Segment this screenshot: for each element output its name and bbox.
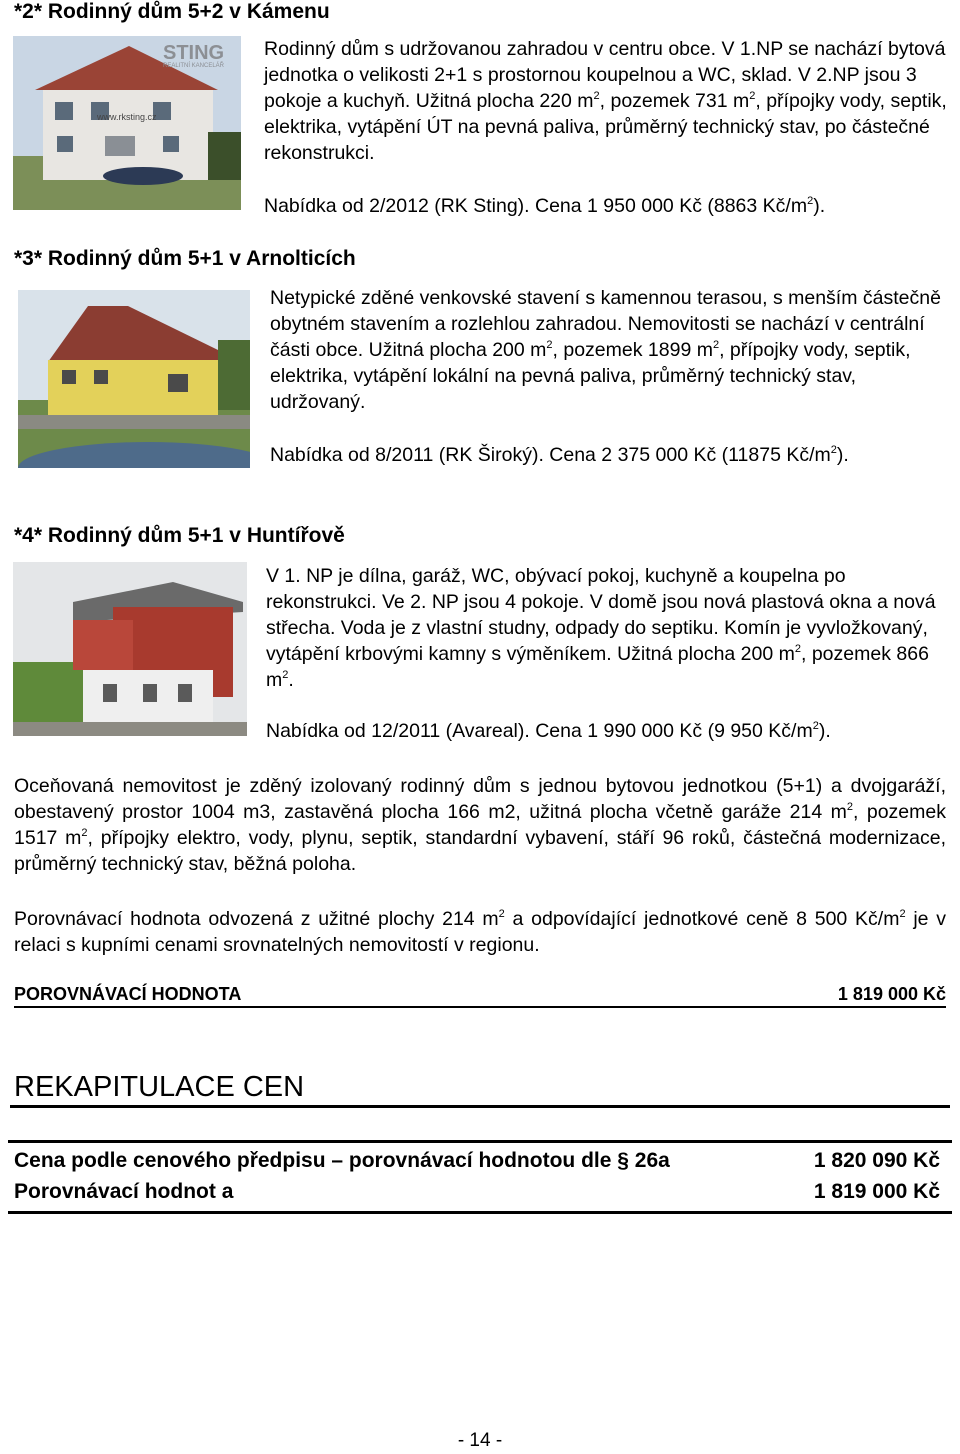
photo-caption: www.rksting.cz [97, 112, 157, 122]
recap-row-value: 1 819 000 Kč [813, 1180, 940, 1203]
superscript: 2 [593, 90, 600, 102]
watermark-logo [163, 42, 241, 69]
listing-3-offer [270, 442, 849, 468]
listing-2-heading: *2* Rodinný dům 5+2 v Kámenu [14, 0, 330, 23]
desc-part: Rodinný dům s udržovanou zahradou v centru obce. V 1.NP se nachází bytová jednotka o velikosti 2+1 s prostornou koupelnou a WC, sklad. V 2.NP jsou 3 pokoje a kuchyň. Užitná plocha 220 m [264, 38, 946, 112]
superscript: 2 [712, 339, 720, 351]
recap-row-value: 1 820 090 Kč [813, 1149, 940, 1172]
house-photo-icon [13, 562, 247, 736]
paragraph-part: Oceňovaná nemovitost je zděný izolovaný rodinný dům s jednou bytovou jednotkou (5+1) a dvojgaráží, obestavený prostor 1004 m3, zastavěná plocha 166 m2, užitná plocha včetně garáže 214 m [14, 775, 946, 823]
watermark-text: STING [163, 42, 225, 64]
recap-title-rule [10, 1105, 950, 1108]
desc-part: Netypické zděné venkovské stavení s kamennou terasou, s menším částečně obytném stavením a rozlehlou zahradou. Nemovitosti se nachází v centrální části obce. Užitná plocha 200 m [270, 287, 941, 361]
house-photo-icon [18, 290, 250, 468]
superscript: 2 [81, 827, 88, 839]
listing-2-description [264, 36, 954, 166]
superscript: 2 [794, 643, 801, 655]
listing-3-description [270, 285, 950, 415]
recap-row [14, 1180, 940, 1204]
recap-table [8, 1140, 952, 1214]
superscript: 2 [807, 195, 814, 207]
superscript: 2 [282, 669, 289, 681]
comparison-label: POROVNÁVACÍ HODNOTA [14, 984, 242, 1004]
listing-2-offer [264, 193, 825, 219]
offer-part: Nabídka od 2/2012 (RK Sting). Cena 1 950 000 Kč (8863 Kč/m [264, 195, 808, 217]
watermark-subtext: REALITNÍ KANCELÁŘ [163, 63, 225, 69]
superscript: 2 [899, 908, 906, 920]
offer-part: ). [818, 720, 831, 742]
superscript: 2 [498, 908, 505, 920]
desc-part: , pozemek 866 m [266, 643, 929, 691]
comparison-paragraph [14, 906, 946, 958]
valuation-paragraph [14, 773, 946, 877]
listing-4-offer [266, 718, 831, 744]
offer-part: ). [836, 444, 849, 466]
superscript: 2 [846, 801, 853, 813]
comparison-value: 1 819 000 Kč [837, 984, 946, 1004]
superscript: 2 [812, 720, 819, 732]
comparison-row [14, 984, 946, 1008]
paragraph-part: , pozemek 1517 m [14, 801, 946, 849]
desc-part: V 1. NP je dílna, garáž, WC, obývací pokoj, kuchyně a koupelna po rekonstrukci. Ve 2. NP jsou 4 pokoje. V domě jsou nová plastová okna a nová střecha. Voda je z vlastní studny, odpady do septiku. Komín je vyvložkovaný, vytápění krbovými kamny s výměníkem. Užitná plocha 200 m [266, 565, 936, 665]
paragraph-part: je v relaci s kupními cenami srovnatelných nemovitostí v regionu. [14, 908, 947, 956]
superscript: 2 [830, 444, 837, 456]
desc-part: , pozemek 1899 m [552, 339, 713, 361]
desc-part: , pozemek 731 m [599, 90, 750, 112]
superscript: 2 [749, 90, 756, 102]
recap-title: REKAPITULACE CEN [14, 1071, 305, 1103]
page-number: - 14 - [457, 1430, 503, 1451]
recap-row [14, 1149, 940, 1173]
desc-part: , přípojky vody, septik, elektrika, vytápění ÚT na pevná paliva, průměrný technický stav, po částečné rekonstrukci. [264, 90, 947, 164]
paragraph-part: a odpovídající jednotkové ceně 8 500 Kč/m [504, 908, 900, 930]
desc-part: , přípojky vody, septik, elektrika, vytápění lokální na pevná paliva, průměrný technický stav, udržovaný. [270, 339, 911, 413]
paragraph-part: Porovnávací hodnota odvozená z užitné plochy 214 m [14, 908, 499, 930]
offer-part: ). [813, 195, 826, 217]
recap-row-label: Cena podle cenového předpisu – porovnávací hodnotou dle § 26a [14, 1149, 670, 1172]
listing-3-photo [18, 290, 250, 468]
listing-4-description [266, 563, 950, 693]
superscript: 2 [546, 339, 553, 351]
offer-part: Nabídka od 8/2011 (RK Široký). Cena 2 375 000 Kč (11875 Kč/m [270, 444, 831, 466]
desc-part: . [288, 669, 294, 691]
listing-3-heading: *3* Rodinný dům 5+1 v Arnolticích [14, 247, 356, 270]
listing-4-photo [13, 562, 247, 736]
paragraph-part: , přípojky elektro, vody, plynu, septik, standardní vybavení, stáří 96 roků, částečná modernizace, průměrný technický stav, běžná poloha. [14, 827, 946, 875]
listing-2-photo [13, 36, 241, 210]
listing-4-heading: *4* Rodinný dům 5+1 v Huntířově [14, 524, 345, 547]
recap-row-label: Porovnávací hodnot a [14, 1180, 234, 1203]
offer-part: Nabídka od 12/2011 (Avareal). Cena 1 990 000 Kč (9 950 Kč/m [266, 720, 813, 742]
